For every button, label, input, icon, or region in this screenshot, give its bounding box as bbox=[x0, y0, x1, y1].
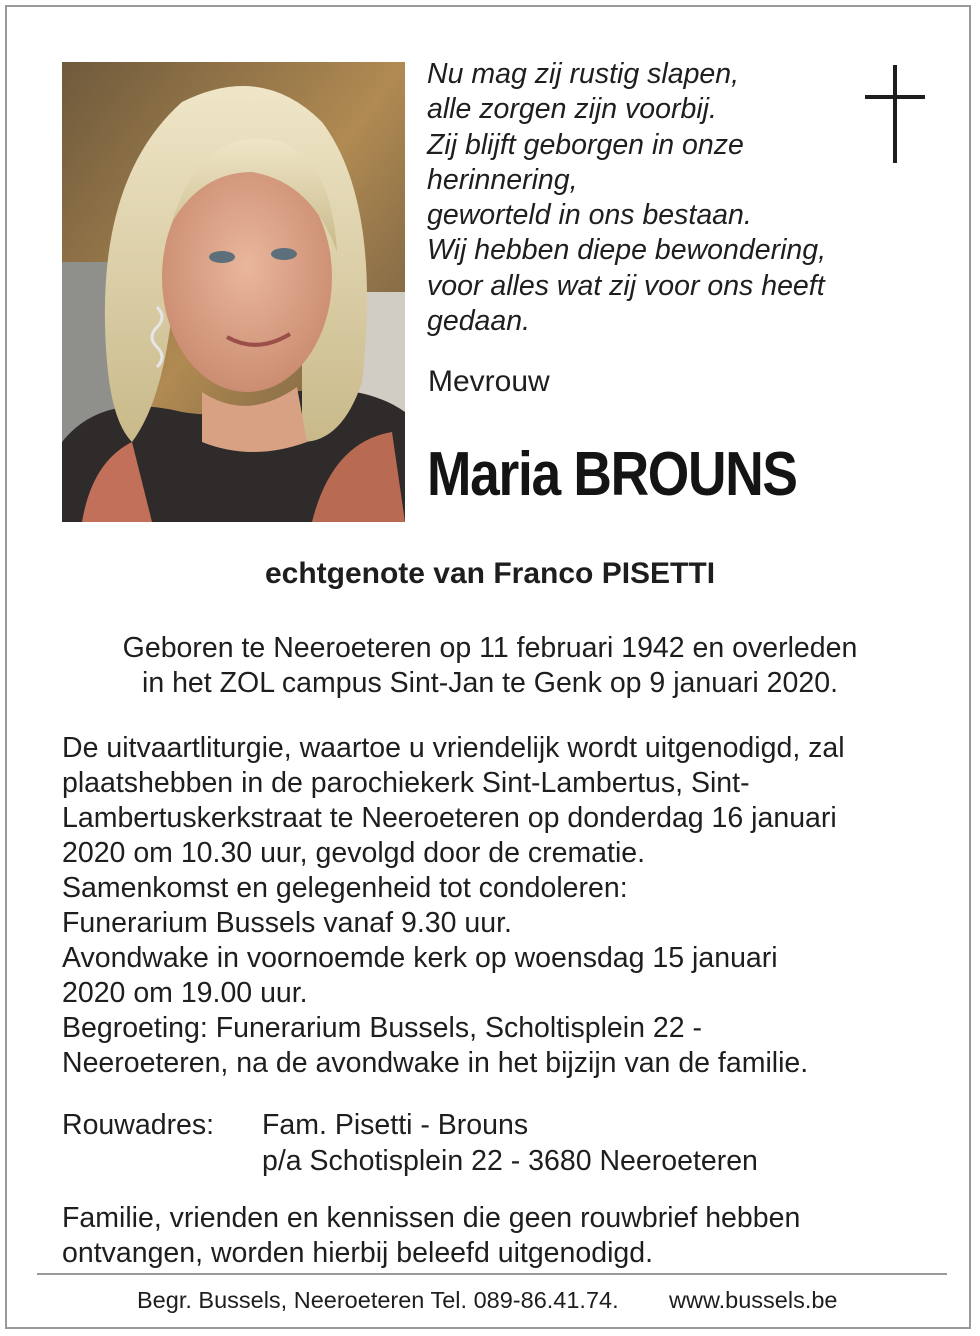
cross-icon bbox=[865, 65, 925, 163]
address-label: Rouwadres: bbox=[62, 1109, 215, 1141]
funeral-line: Begroeting: Funerarium Bussels, Scholtisplein 22 - bbox=[62, 1012, 702, 1044]
funeral-line: Samenkomst en gelegenheid tot condoleren: bbox=[62, 872, 628, 904]
funeral-info bbox=[62, 731, 942, 1081]
honorific: Mevrouw bbox=[428, 365, 550, 398]
poem-line: gedaan. bbox=[427, 305, 531, 338]
poem-line: herinnering, bbox=[427, 163, 578, 196]
family-note-line: ontvangen, worden hierbij beleefd uitgenodigd. bbox=[62, 1237, 654, 1269]
birth-death-line: in het ZOL campus Sint-Jan te Genk op 9 januari 2020. bbox=[141, 667, 838, 699]
funeral-line: Funerarium Bussels vanaf 9.30 uur. bbox=[62, 907, 512, 939]
poem-line: Wij hebben diepe bewondering, bbox=[427, 234, 827, 267]
poem-line: Zij blijft geborgen in onze bbox=[427, 128, 744, 161]
family-note-line: Familie, vrienden en kennissen die geen rouwbrief hebben bbox=[62, 1202, 801, 1234]
funeral-line: Neeroeteren, na de avondwake in het bijzijn van de familie. bbox=[62, 1047, 809, 1079]
deceased-name: Maria BROUNS bbox=[427, 440, 797, 509]
funeral-line: plaatshebben in de parochiekerk Sint-Lambertus, Sint- bbox=[62, 767, 750, 799]
poem-line: Nu mag zij rustig slapen, bbox=[427, 58, 740, 90]
funeral-line: Avondwake in voornoemde kerk op woensdag 15 januari bbox=[62, 942, 778, 974]
spouse-line: echtgenote van Franco PISETTI bbox=[264, 557, 716, 590]
poem-line: geworteld in ons bestaan. bbox=[427, 199, 752, 232]
address-line: p/a Schotisplein 22 - 3680 Neeroeteren bbox=[262, 1145, 758, 1177]
portrait-photo bbox=[62, 62, 405, 522]
mourning-address bbox=[262, 1107, 758, 1179]
funeral-line: De uitvaartliturgie, waartoe u vriendelijk wordt uitgenodigd, zal bbox=[62, 732, 845, 764]
poem-line: voor alles wat zij voor ons heeft bbox=[427, 269, 825, 302]
poem-line: alle zorgen zijn voorbij. bbox=[427, 93, 717, 126]
funeral-line: 2020 om 10.30 uur, gevolgd door de crematie. bbox=[62, 837, 646, 869]
footer-divider bbox=[37, 1273, 947, 1275]
funeral-line: 2020 om 19.00 uur. bbox=[62, 977, 308, 1009]
funeral-home-contact: Begr. Bussels, Neeroeteren Tel. 089-86.41.74. bbox=[137, 1287, 619, 1313]
family-note bbox=[62, 1201, 942, 1271]
funeral-home-website-link[interactable]: www.bussels.be bbox=[669, 1287, 838, 1313]
birth-death-line: Geboren te Neeroeteren op 11 februari 1942 en overleden bbox=[122, 632, 858, 664]
birth-death-info bbox=[7, 631, 973, 701]
obituary-card bbox=[5, 5, 971, 1329]
poem bbox=[427, 57, 877, 339]
address-line: Fam. Pisetti - Brouns bbox=[262, 1109, 529, 1141]
funeral-line: Lambertuskerkstraat te Neeroeteren op donderdag 16 januari bbox=[62, 802, 837, 834]
